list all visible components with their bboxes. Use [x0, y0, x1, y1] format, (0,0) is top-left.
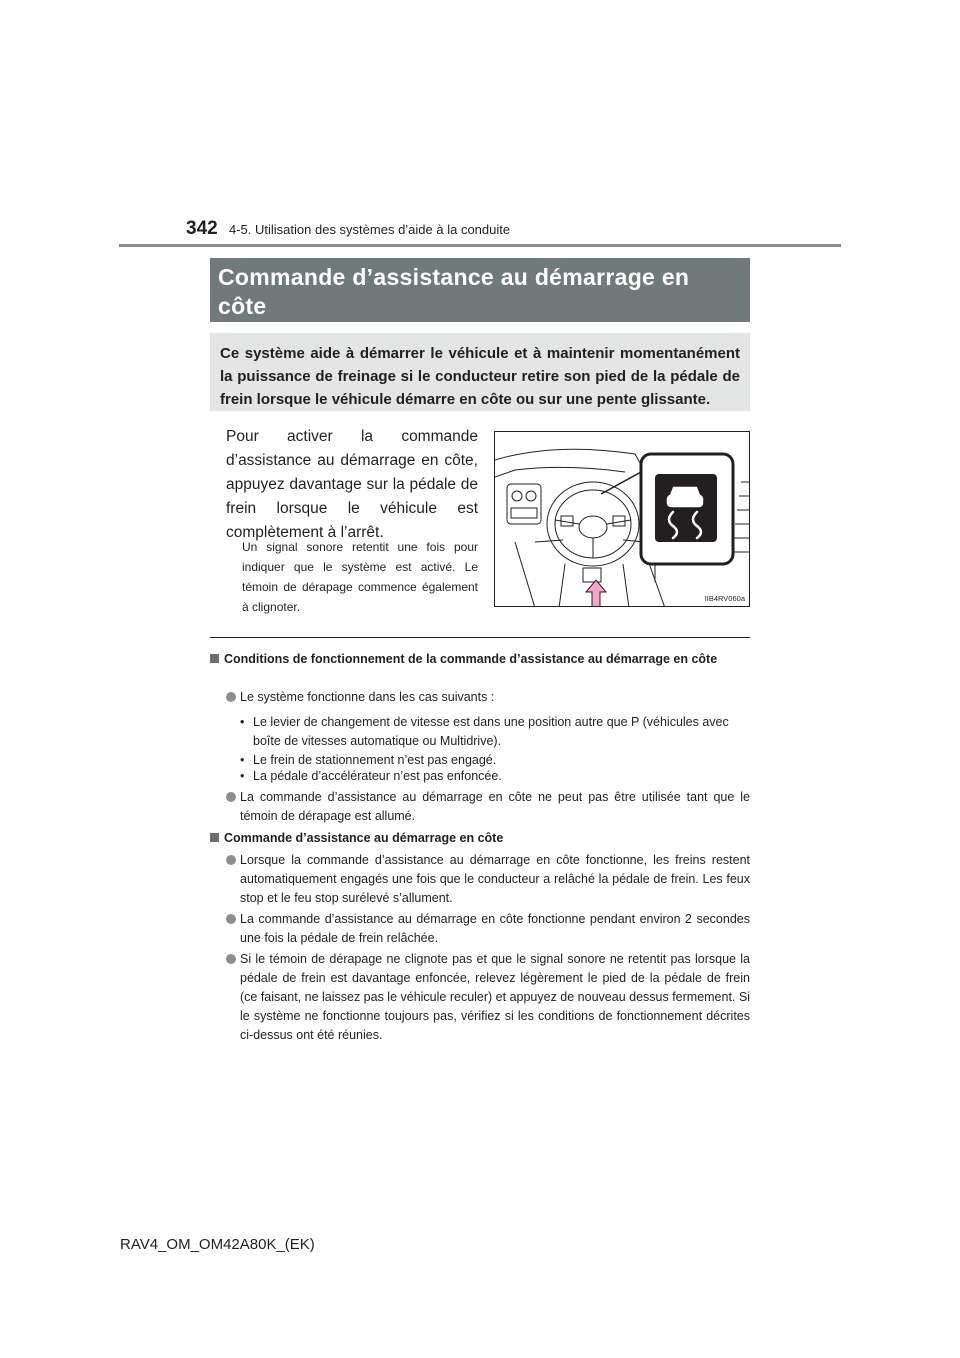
list-item: Le système fonctionne dans les cas suivants :	[226, 688, 750, 707]
dashboard-illustration	[495, 432, 750, 607]
sub-list-item: • Le levier de changement de vitesse est dans une position autre que P (véhicules avec boîte de vitesses automatique ou Multidrive).	[240, 715, 729, 748]
list-item: Si le témoin de dérapage ne clignote pas et que le signal sonore ne retentit pas lorsque la pédale de frein est davantage enfoncée, relevez légèrement le pied de la pédale de frein (ce faisant, ne laissez pas le véhicule reculer) et appuyez de nouveau dessus fermement. Si le système ne fonctionne toujours pas, vérifiez si les conditions de fonctionnement décrites ci-dessus ont été réunies.	[226, 950, 750, 1045]
sub-list-item: • La pédale d’accélérateur n’est pas enfoncée.	[240, 769, 502, 783]
bullet-dot-icon	[226, 914, 236, 924]
intro-note: Un signal sonore retentit une fois pour indiquer que le système est activé. Le témoin de dérapage commence également à clignoter.	[242, 540, 478, 614]
bullet-dot-icon	[226, 954, 236, 964]
section-divider	[210, 637, 750, 638]
footer-code: RAV4_OM_OM42A80K_(EK)	[120, 1236, 315, 1253]
list-item: La commande d’assistance au démarrage en côte ne peut pas être utilisée tant que le témoin de dérapage est allumé.	[226, 788, 750, 826]
summary-box: Ce système aide à démarrer le véhicule et à maintenir momentanément la puissance de freinage si le conducteur retire son pied de la pédale de frein lorsque le véhicule démarre en côte ou sur une pente glissante.	[210, 333, 750, 411]
dashboard-figure	[494, 431, 750, 607]
bullet-dot-icon	[226, 792, 236, 802]
list-item: La commande d’assistance au démarrage en côte fonctionne pendant environ 2 secondes une fois la pédale de frein relâchée.	[226, 910, 750, 948]
section-heading-conditions: Conditions de fonctionnement de la commande d’assistance au démarrage en côte	[210, 650, 750, 668]
pink-arrow-icon	[586, 580, 606, 607]
intro-text: Pour activer la commande d’assistance au démarrage en côte, appuyez davantage sur la pédale de frein lorsque le véhicule est complètement à l’arrêt.	[226, 428, 478, 541]
page-number: 342	[186, 218, 218, 239]
list-item: Lorsque la commande d’assistance au démarrage en côte fonctionne, les freins restent automatiquement engagés une fois que le conducteur a relâché la pédale de frein. Les feux stop et le feu stop surélevé s’allument.	[226, 851, 750, 908]
figure-code: IIB4RV060a	[704, 594, 745, 603]
square-bullet-icon	[210, 833, 219, 842]
bullet-dot-icon	[226, 855, 236, 865]
section-heading-operation: Commande d’assistance au démarrage en côte	[210, 829, 750, 847]
slip-indicator-icon	[655, 474, 717, 542]
chapter-title: 4-5. Utilisation des systèmes d’aide à la conduite	[229, 222, 511, 237]
square-bullet-icon	[210, 654, 219, 663]
sub-list-item: • Le frein de stationnement n’est pas engagé.	[240, 753, 497, 767]
section-title: Commande d’assistance au démarrage en côte	[210, 258, 750, 322]
header-rule	[119, 244, 841, 247]
bullet-dot-icon	[226, 692, 236, 702]
